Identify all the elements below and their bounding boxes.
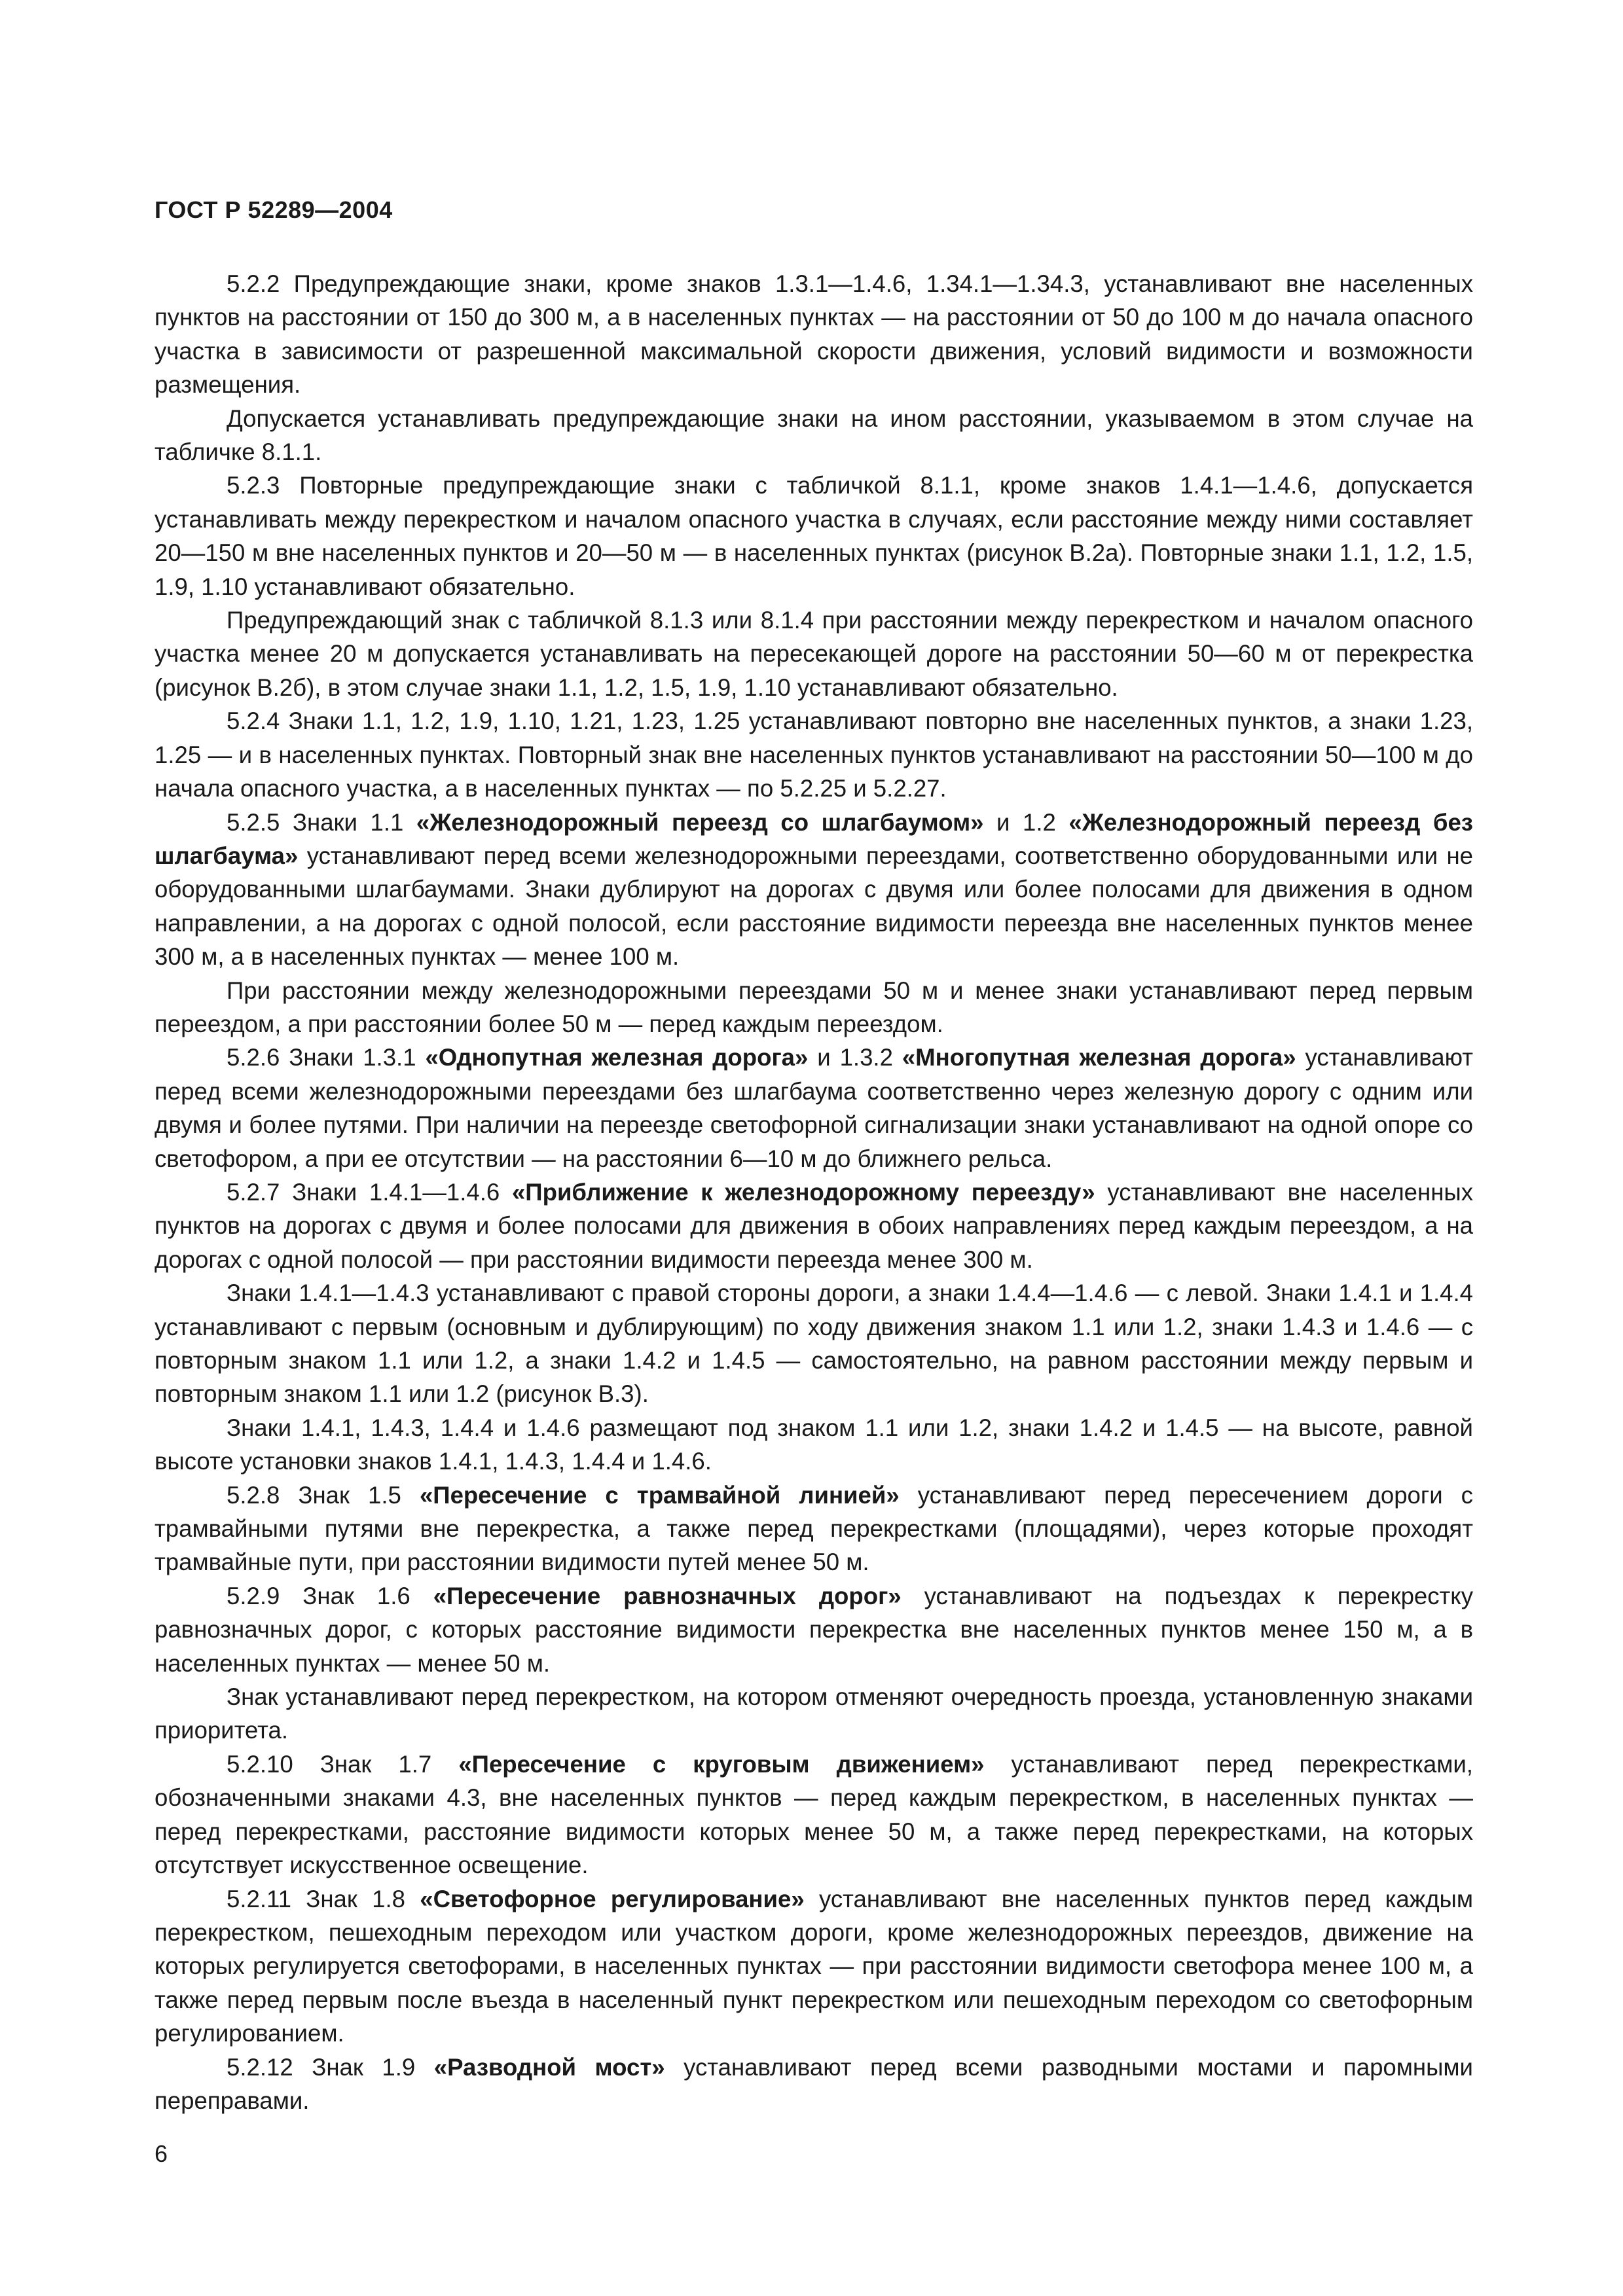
paragraph-text: 5.2.3 Повторные предупреждающие знаки с табличкой 8.1.1, кроме знаков 1.4.1—1.4.6, допускается устанавливать между перекрестком и началом опасного участка в случаях, если расстояние между ними составляет 20—150 м вне населенных пунктов и 20—50 м — в населенных пунктах (рисунок В.2а). Повторные знаки 1.1, 1.2, 1.5, 1.9, 1.10 устанавливают обязательно. xyxy=(155,472,1473,600)
paragraph xyxy=(155,267,1473,402)
paragraph xyxy=(155,806,1473,974)
sign-name-bold: «Железнодорожный переезд без шлагбаума» xyxy=(155,808,1473,869)
paragraph-text: Знаки 1.4.1, 1.4.3, 1.4.4 и 1.4.6 размещают под знаком 1.1 или 1.2, знаки 1.4.2 и 1.4.5 — на высоте, равной высоте установки знаков 1.4.1, 1.4.3, 1.4.4 и 1.4.6. xyxy=(155,1414,1473,1475)
sign-name-bold: «Светофорное регулирование» xyxy=(420,1885,805,1912)
sign-name-bold: «Разводной мост» xyxy=(433,2053,665,2081)
paragraph-text: 5.2.4 Знаки 1.1, 1.2, 1.9, 1.10, 1.21, 1.23, 1.25 устанавливают повторно вне населенных пунктов, а знаки 1.23, 1.25 — и в населенных пунктах. Повторный знак вне населенных пунктов устанавливают на расстоянии 50—100 м до начала опасного участка, а в населенных пунктах — по 5.2.25 и 5.2.27. xyxy=(155,708,1473,802)
paragraph-text: 5.2.8 Знак 1.5 xyxy=(227,1481,420,1509)
paragraph-text: Предупреждающий знак с табличкой 8.1.3 или 8.1.4 при расстоянии между перекрестком и началом опасного участка менее 20 м допускается устанавливать на пересекающей дороге на расстоянии 50—60 м от перекрестка (рисунок В.2б), в этом случае знаки 1.1, 1.2, 1.5, 1.9, 1.10 устанавливают обязательно. xyxy=(155,607,1473,701)
paragraph-text: Знак устанавливают перед перекрестком, на котором отменяют очередность проезда, установленную знаками приоритета. xyxy=(155,1683,1473,1744)
paragraph-text: устанавливают перед перекрестками, обозначенными знаками 4.3, вне населенных пунктов — перед каждым перекрестком, в населенных пунктах — перед перекрестками, расстояние видимости которых менее 50 м, а также перед перекрестками, на которых отсутствует искусственное освещение. xyxy=(155,1750,1473,1879)
paragraph-text: Знаки 1.4.1—1.4.3 устанавливают с правой стороны дороги, а знаки 1.4.4—1.4.6 — с левой. Знаки 1.4.1 и 1.4.4 устанавливают с первым (основным и дублирующим) по ходу движения знаком 1.1 или 1.2, знаки 1.4.3 и 1.4.6 — с повторным знаком 1.1 или 1.2, а знаки 1.4.2 и 1.4.5 — самостоятельно, на равном расстоянии между первым и повторным знаком 1.1 или 1.2 (рисунок В.3). xyxy=(155,1280,1473,1408)
paragraph-text: 5.2.10 Знак 1.7 xyxy=(227,1750,459,1778)
paragraph xyxy=(155,974,1473,1041)
paragraph xyxy=(155,1175,1473,1276)
paragraph-text: 5.2.5 Знаки 1.1 xyxy=(227,808,416,836)
paragraph xyxy=(155,1479,1473,1579)
sign-name-bold: «Приближение к железнодорожному переезду» xyxy=(511,1178,1095,1206)
sign-name-bold: «Пересечение равнозначных дорог» xyxy=(433,1582,902,1609)
paragraph-text: устанавливают перед всеми железнодорожными переездами без шлагбаума соответственно через железную дорогу с одним или двумя и более путями. При наличии на переезде светофорной сигнализации знаки устанавливают на одной опоре со светофором, а при ее отсутствии — на расстоянии 6—10 м до ближнего рельса. xyxy=(155,1044,1473,1172)
paragraph-text: устанавливают на подъездах к перекрестку равнозначных дорог, с которых расстояние видимости перекрестка вне населенных пунктов менее 150 м, а в населенных пунктах — менее 50 м. xyxy=(155,1582,1474,1677)
paragraph xyxy=(155,2051,1473,2118)
paragraph xyxy=(155,1041,1473,1175)
paragraph xyxy=(155,1276,1473,1411)
paragraph-text: устанавливают вне населенных пунктов перед каждым перекрестком, пешеходным переходом или участком дороги, кроме железнодорожных переездов, движение на которых регулируется светофорами, в населенных пунктах — при расстоянии видимости светофора менее 100 м, а также перед первым после въезда в населенный пункт перекрестком или пешеходным переходом со светофорным регулированием. xyxy=(155,1885,1473,2047)
sign-name-bold: «Пересечение с трамвайной линией» xyxy=(419,1481,900,1509)
document-header: ГОСТ Р 52289—2004 xyxy=(155,196,393,223)
sign-name-bold: «Многопутная железная дорога» xyxy=(902,1044,1296,1071)
paragraph-text: и 1.2 xyxy=(983,808,1069,836)
paragraph xyxy=(155,1748,1473,1882)
paragraph xyxy=(155,1882,1473,2051)
paragraph-text: 5.2.2 Предупреждающие знаки, кроме знаков 1.3.1—1.4.6, 1.34.1—1.34.3, устанавливают вне населенных пунктов на расстоянии от 150 до 300 м, а в населенных пунктах — на расстоянии от 50 до 100 м до начала опасного участка в зависимости от разрешенной максимальной скорости движения, условий видимости и возможности размещения. xyxy=(155,270,1473,399)
paragraph-text: 5.2.11 Знак 1.8 xyxy=(227,1885,420,1912)
sign-name-bold: «Однопутная железная дорога» xyxy=(425,1044,809,1071)
document-body xyxy=(155,267,1473,2117)
paragraph-text: 5.2.6 Знаки 1.3.1 xyxy=(227,1044,426,1071)
paragraph-text: 5.2.12 Знак 1.9 xyxy=(227,2053,434,2081)
paragraph xyxy=(155,469,1473,603)
paragraph-text: устанавливают перед всеми железнодорожными переездами, соответственно оборудованными или не оборудованными шлагбаумами. Знаки дублируют на дорогах с двумя или более полосами для движения в одном направлении, а на дорогах с одной полосой, если расстояние видимости переезда вне населенных пунктов менее 300 м, а в населенных пунктах — менее 100 м. xyxy=(155,842,1473,971)
paragraph xyxy=(155,704,1473,805)
paragraph-text: 5.2.7 Знаки 1.4.1—1.4.6 xyxy=(227,1178,512,1206)
paragraph-text: 5.2.9 Знак 1.6 xyxy=(227,1582,433,1609)
paragraph-text: и 1.3.2 xyxy=(808,1044,902,1071)
paragraph-text: устанавливают перед всеми разводными мостами и паромными переправами. xyxy=(155,2053,1473,2114)
paragraph xyxy=(155,1680,1473,1748)
paragraph-text: устанавливают вне населенных пунктов на дорогах с двумя и более полосами для движения в обоих направлениях перед каждым переездом, а на дорогах с одной полосой — при расстоянии видимости переезда менее 300 м. xyxy=(155,1178,1473,1273)
paragraph-text: При расстоянии между железнодорожными переездами 50 м и менее знаки устанавливают перед первым переездом, а при расстоянии более 50 м — перед каждым переездом. xyxy=(155,977,1473,1037)
sign-name-bold: «Железнодорожный переезд со шлагбаумом» xyxy=(416,808,984,836)
paragraph xyxy=(155,603,1473,704)
paragraph xyxy=(155,1411,1473,1479)
paragraph xyxy=(155,1579,1473,1680)
paragraph-text: Допускается устанавливать предупреждающие знаки на ином расстоянии, указываемом в этом случае на табличке 8.1.1. xyxy=(155,404,1473,466)
page-number: 6 xyxy=(155,2140,168,2167)
paragraph-text: устанавливают перед пересечением дороги с трамвайными путями вне перекрестка, а также перед перекрестками (площадями), через которые проходят трамвайные пути, при расстоянии видимости путей менее 50 м. xyxy=(155,1481,1473,1576)
paragraph xyxy=(155,402,1473,469)
sign-name-bold: «Пересечение с круговым движением» xyxy=(458,1750,985,1778)
